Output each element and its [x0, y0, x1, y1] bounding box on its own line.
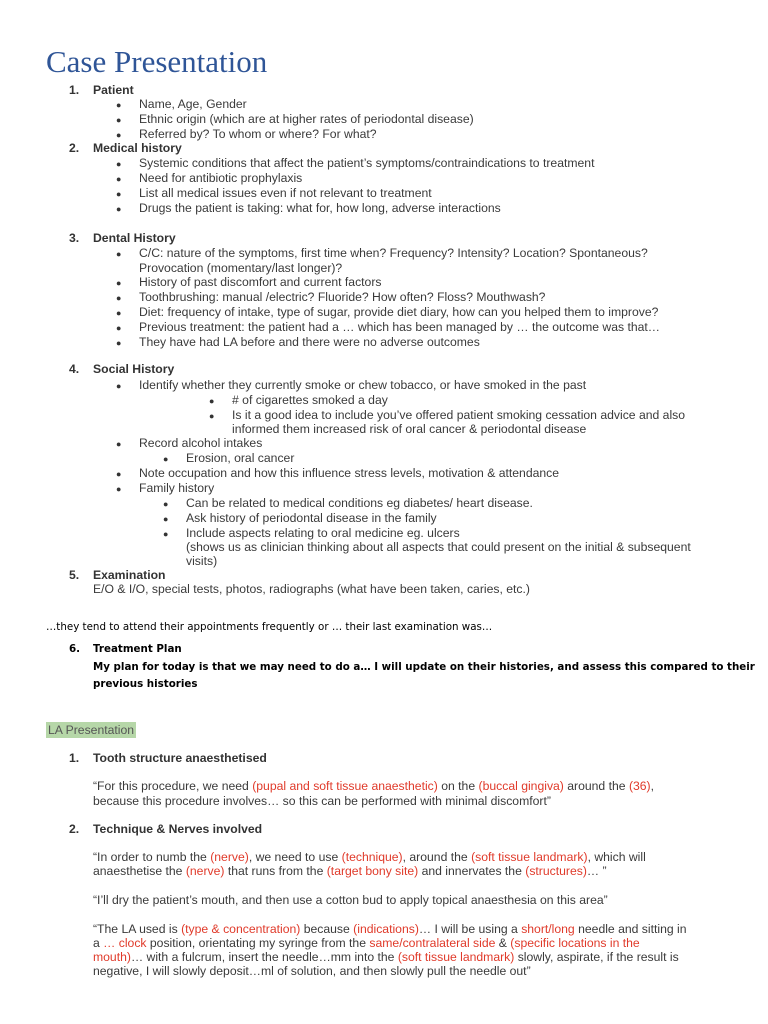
technique-paragraph-line: anaesthetise the (nerve) that runs from the (target bony site) and innervates the (structures)… ”	[93, 864, 607, 878]
bullet: ●	[116, 204, 122, 214]
sub-list-item: Is it a good idea to include you’ve offered patient smoking cessation advice and also	[232, 408, 686, 422]
section-number: 1.	[69, 751, 80, 765]
placeholder-text: (target bony site)	[326, 864, 419, 878]
bullet: ●	[116, 249, 122, 259]
sub-list-item: # of cigarettes smoked a day	[232, 393, 388, 407]
bullet: ●	[116, 189, 122, 199]
list-item: Toothbrushing: manual /electric? Fluoride? How often? Floss? Mouthwash?	[139, 290, 546, 304]
list-item: Need for antibiotic prophylaxis	[139, 171, 303, 185]
section-number: 6.	[69, 643, 81, 655]
bullet: ●	[116, 469, 122, 479]
bullet: ●	[116, 278, 122, 288]
placeholder-text: (structures)	[525, 864, 587, 878]
bullet: ●	[116, 338, 122, 348]
list-item: Family history	[139, 481, 215, 495]
section-number: 1.	[69, 83, 80, 97]
bullet: ●	[209, 396, 215, 406]
list-item: Identify whether they currently smoke or chew tobacco, or have smoked in the past	[139, 378, 587, 392]
placeholder-text: (nerve)	[210, 850, 249, 864]
bullet: ●	[116, 159, 122, 169]
bullet: ●	[163, 454, 169, 464]
bullet: ●	[116, 115, 122, 125]
exam-text: E/O & I/O, special tests, photos, radiographs (what have been taken, caries, etc.)	[93, 582, 530, 596]
section-heading-tooth: Tooth structure anaesthetised	[93, 751, 267, 765]
section-heading-technique: Technique & Nerves involved	[93, 822, 263, 836]
placeholder-text: (soft tissue landmark)	[471, 850, 588, 864]
bullet: ●	[116, 130, 122, 140]
placeholder-text: (technique)	[341, 850, 403, 864]
list-item: Previous treatment: the patient had a … which has been managed by … the outcome was that…	[139, 320, 660, 334]
bullet: ●	[163, 529, 169, 539]
section-heading-social: Social History	[93, 362, 175, 376]
bullet: ●	[116, 174, 122, 184]
technique-paragraph-line: mouth)… with a fulcrum, insert the needle…mm into the (soft tissue landmark) slowly, aspirate, if the result is	[93, 950, 679, 964]
list-item: List all medical issues even if not relevant to treatment	[139, 186, 432, 200]
sub-list-item-continuation: (shows us as clinician thinking about all aspects that could present on the initial & subsequent	[186, 540, 691, 554]
bullet: ●	[209, 411, 215, 421]
tooth-paragraph-line: “For this procedure, we need (pupal and soft tissue anaesthetic) on the (buccal gingiva) around the (36),	[93, 779, 655, 793]
list-item: Note occupation and how this influence stress levels, motivation & attendance	[139, 466, 560, 480]
list-item-continuation: Provocation (momentary/last longer)?	[139, 261, 343, 275]
list-item: Referred by? To whom or where? For what?	[139, 127, 377, 141]
tooth-paragraph-line: because this procedure involves… so this can be performed with minimal discomfort”	[93, 794, 551, 808]
sub-list-item: Can be related to medical conditions eg diabetes/ heart disease.	[186, 496, 533, 510]
bullet: ●	[116, 439, 122, 449]
placeholder-text: (buccal gingiva)	[478, 779, 564, 793]
bullet: ●	[116, 100, 122, 110]
bullet: ●	[163, 499, 169, 509]
section-heading-exam: Examination	[93, 568, 166, 582]
section-number: 2.	[69, 822, 80, 836]
sub-list-item: Erosion, oral cancer	[186, 451, 295, 465]
list-item: History of past discomfort and current factors	[139, 275, 382, 289]
list-item: Systemic conditions that affect the patient’s symptoms/contraindications to treatment	[139, 156, 595, 170]
attendance-note: …they tend to attend their appointments frequently or … their last examination was…	[46, 621, 493, 633]
section-number: 3.	[69, 231, 80, 245]
technique-paragraph-line: “In order to numb the (nerve), we need to use (technique), around the (soft tissue landmark), which will	[93, 850, 646, 864]
list-item: Drugs the patient is taking: what for, how long, adverse interactions	[139, 201, 501, 215]
placeholder-text: (soft tissue landmark)	[397, 950, 515, 964]
la-presentation-label: LA Presentation	[48, 723, 135, 737]
section-heading-treatment: Treatment Plan	[93, 643, 182, 655]
technique-paragraph-line: a … clock position, orientating my syringe from the same/contralateral side & (specific locations in the	[93, 936, 640, 950]
placeholder-text: (specific locations in the	[510, 936, 640, 950]
bullet: ●	[116, 308, 122, 318]
bullet: ●	[116, 381, 122, 391]
technique-paragraph-line: negative, I will slowly deposit…ml of solution, and then slowly pull the needle out”	[93, 964, 531, 978]
technique-paragraph-line: “I’ll dry the patient’s mouth, and then use a cotton bud to apply topical anaesthesia on this area”	[93, 893, 608, 907]
section-number: 4.	[69, 362, 80, 376]
page-title: Case Presentation	[46, 44, 268, 79]
technique-paragraph-line: “The LA used is (type & concentration) because (indications)… I will be using a short/long needle and sitting in	[93, 922, 687, 936]
list-item: C/C: nature of the symptoms, first time when? Frequency? Intensity? Location? Spontaneous?	[139, 246, 648, 260]
placeholder-text: (type & concentration)	[181, 922, 301, 936]
list-item: Record alcohol intakes	[139, 436, 263, 450]
placeholder-text: (indications)	[353, 922, 419, 936]
section-number: 5.	[69, 568, 80, 582]
list-item: Name, Age, Gender	[139, 97, 247, 111]
bullet: ●	[116, 323, 122, 333]
placeholder-text: (36)	[628, 779, 651, 793]
placeholder-text: … clock	[103, 936, 147, 950]
list-item: Diet: frequency of intake, type of sugar, provide diet diary, how can you helped them to improve?	[139, 305, 659, 319]
sub-list-item: Ask history of periodontal disease in the family	[186, 511, 437, 525]
treatment-text: My plan for today is that we may need to do a… I will update on their histories, and assess this compared to their	[93, 661, 755, 673]
placeholder-text: short/long	[521, 922, 575, 936]
placeholder-text: (pupal and soft tissue anaesthetic)	[252, 779, 438, 793]
section-heading-dental: Dental History	[93, 231, 176, 245]
bullet: ●	[116, 484, 122, 494]
sub-list-item-continuation: informed them increased risk of oral cancer & periodontal disease	[232, 422, 587, 436]
list-item: They have had LA before and there were no adverse outcomes	[139, 335, 480, 349]
bullet: ●	[163, 514, 169, 524]
placeholder-text: same/contralateral side	[369, 936, 496, 950]
treatment-text-continuation: previous histories	[93, 678, 198, 690]
section-heading-medical: Medical history	[93, 141, 182, 155]
section-heading-patient: Patient	[93, 83, 134, 97]
sub-list-item: Include aspects relating to oral medicine eg. ulcers	[186, 526, 460, 540]
list-item: Ethnic origin (which are at higher rates of periodontal disease)	[139, 112, 474, 126]
bullet: ●	[116, 293, 122, 303]
placeholder-text: mouth)	[93, 950, 131, 964]
placeholder-text: (nerve)	[185, 864, 225, 878]
sub-list-item-continuation: visits)	[186, 554, 218, 568]
section-number: 2.	[69, 141, 80, 155]
